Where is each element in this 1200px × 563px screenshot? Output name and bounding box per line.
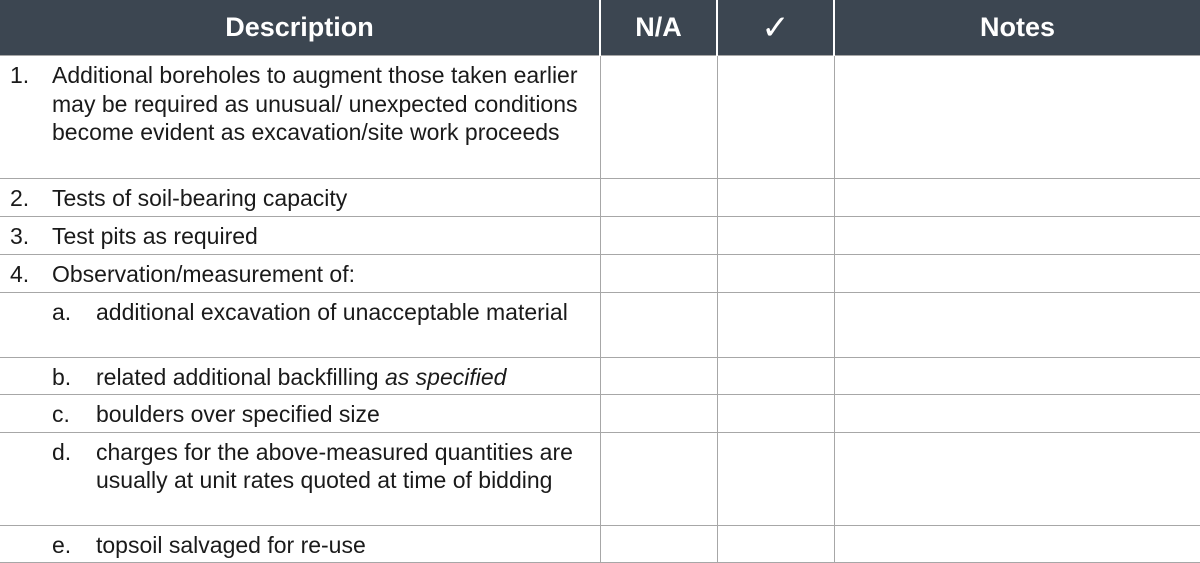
table-row xyxy=(0,255,1200,293)
sub-item-letter: c. xyxy=(52,401,70,427)
check-cell[interactable] xyxy=(717,217,834,255)
notes-cell[interactable] xyxy=(834,217,1200,255)
item-number: 4. xyxy=(10,261,30,287)
description-cell xyxy=(0,395,600,433)
table-row xyxy=(0,395,1200,433)
table-row xyxy=(0,357,1200,395)
check-cell[interactable] xyxy=(717,56,834,179)
notes-cell[interactable] xyxy=(834,292,1200,357)
notes-cell[interactable] xyxy=(834,395,1200,433)
na-cell[interactable] xyxy=(600,217,717,255)
description-cell xyxy=(0,217,600,255)
item-text: Additional boreholes to augment those taken earlier may be required as unusual/ unexpected conditions become evident as excavation/site work proceeds xyxy=(52,62,578,145)
header-row xyxy=(0,0,1200,56)
check-cell[interactable] xyxy=(717,292,834,357)
na-cell[interactable] xyxy=(600,179,717,217)
notes-cell[interactable] xyxy=(834,56,1200,179)
sub-item-letter: e. xyxy=(52,531,72,558)
header-description: Description xyxy=(0,0,600,56)
header-notes: Notes xyxy=(834,0,1200,56)
description-cell xyxy=(0,292,600,357)
check-cell[interactable] xyxy=(717,357,834,395)
header-check xyxy=(717,0,834,56)
notes-cell[interactable] xyxy=(834,525,1200,563)
na-cell[interactable] xyxy=(600,432,717,525)
sub-item-letter: b. xyxy=(52,363,72,390)
item-text: topsoil salvaged for re-use xyxy=(96,531,366,558)
item-number: 1. xyxy=(10,62,30,88)
description-cell xyxy=(0,357,600,395)
na-cell[interactable] xyxy=(600,292,717,357)
item-text: Test pits as required xyxy=(52,223,258,249)
notes-cell[interactable] xyxy=(834,255,1200,293)
description-cell xyxy=(0,432,600,525)
description-cell xyxy=(0,179,600,217)
sub-item-letter: a. xyxy=(52,298,72,325)
item-number: 2. xyxy=(10,185,30,211)
notes-cell[interactable] xyxy=(834,432,1200,525)
check-cell[interactable] xyxy=(717,179,834,217)
na-cell[interactable] xyxy=(600,525,717,563)
item-text: charges for the above-measured quantities are usually at unit rates quoted at time of bidding xyxy=(96,438,573,493)
description-cell xyxy=(0,56,600,179)
na-cell[interactable] xyxy=(600,395,717,433)
sub-item-letter: d. xyxy=(52,438,72,465)
table-row xyxy=(0,217,1200,255)
table-row xyxy=(0,56,1200,179)
item-text: additional excavation of unacceptable material xyxy=(96,298,568,325)
item-text: Observation/measurement of: xyxy=(52,261,355,287)
check-cell[interactable] xyxy=(717,432,834,525)
item-text-plain: related additional backfilling xyxy=(96,363,385,390)
item-text: boulders over specified size xyxy=(96,401,380,427)
check-cell[interactable] xyxy=(717,525,834,563)
description-cell xyxy=(0,525,600,563)
checkmark-icon: ✓ xyxy=(761,8,790,47)
na-cell[interactable] xyxy=(600,357,717,395)
notes-cell[interactable] xyxy=(834,357,1200,395)
header-na: N/A xyxy=(600,0,717,56)
item-text xyxy=(96,363,594,392)
table-row xyxy=(0,432,1200,525)
check-cell[interactable] xyxy=(717,255,834,293)
table-row xyxy=(0,525,1200,563)
na-cell[interactable] xyxy=(600,56,717,179)
table-row xyxy=(0,179,1200,217)
item-number: 3. xyxy=(10,223,30,249)
notes-cell[interactable] xyxy=(834,179,1200,217)
description-cell xyxy=(0,255,600,293)
table-row xyxy=(0,292,1200,357)
na-cell[interactable] xyxy=(600,255,717,293)
item-text: Tests of soil-bearing capacity xyxy=(52,185,348,211)
item-text-emphasis: as specified xyxy=(384,363,507,390)
check-cell[interactable] xyxy=(717,395,834,433)
